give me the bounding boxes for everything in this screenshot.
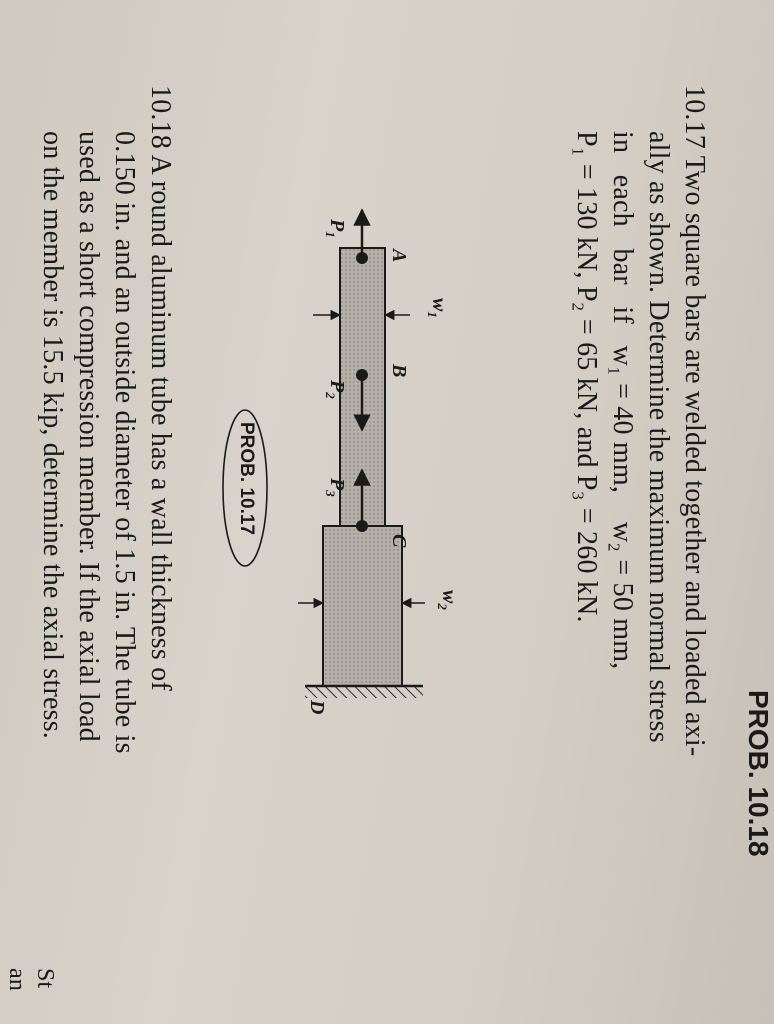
fixed-support-hatch [305, 686, 423, 698]
problem-text-line: on the member is 15.5 kip, determine the axial stress. [37, 131, 68, 739]
label-p2: $P_2$ [323, 380, 348, 399]
problem-text-line: A round aluminum tube has a wall thickness of [145, 154, 176, 691]
problem-number: 10.18 [145, 85, 176, 149]
wide-bar [323, 526, 402, 686]
problem-text-line: used as a short compression member. If the axial load [73, 131, 104, 742]
label-p1: $P_1$ [323, 219, 348, 238]
figure-caption: PROB. 10.17 [236, 422, 257, 535]
problem-text-line: P₁ = 130 kN, P₂ = 65 kN, and P₃ = 260 kN. [571, 131, 602, 623]
problem-number: 10.17 [679, 85, 710, 149]
problem-text-line: 0.150 in. and an outside diameter of 1.5 in. The tube is [109, 131, 140, 754]
page-header-problem-ref: PROB. 10.18 [743, 690, 774, 857]
problem-text-line: ally as shown. Determine the maximum normal stress [643, 131, 674, 743]
label-point-d: D [306, 700, 328, 715]
margin-fragment-line2: an [4, 968, 30, 992]
problem-text-line: in each bar if w₁ = 40 mm, w₂ = 50 mm, [607, 131, 638, 670]
label-p3: $P_3$ [323, 478, 348, 497]
label-point-c: C [388, 534, 410, 548]
label-w1: $w_1$ [425, 298, 450, 318]
label-point-a: A [388, 249, 410, 263]
problem-text-line: Two square bars are welded together and loaded axi- [679, 155, 710, 757]
label-point-b: B [388, 364, 410, 378]
margin-fragment-line1: St [32, 968, 58, 989]
label-w2: $w_2$ [435, 590, 460, 610]
